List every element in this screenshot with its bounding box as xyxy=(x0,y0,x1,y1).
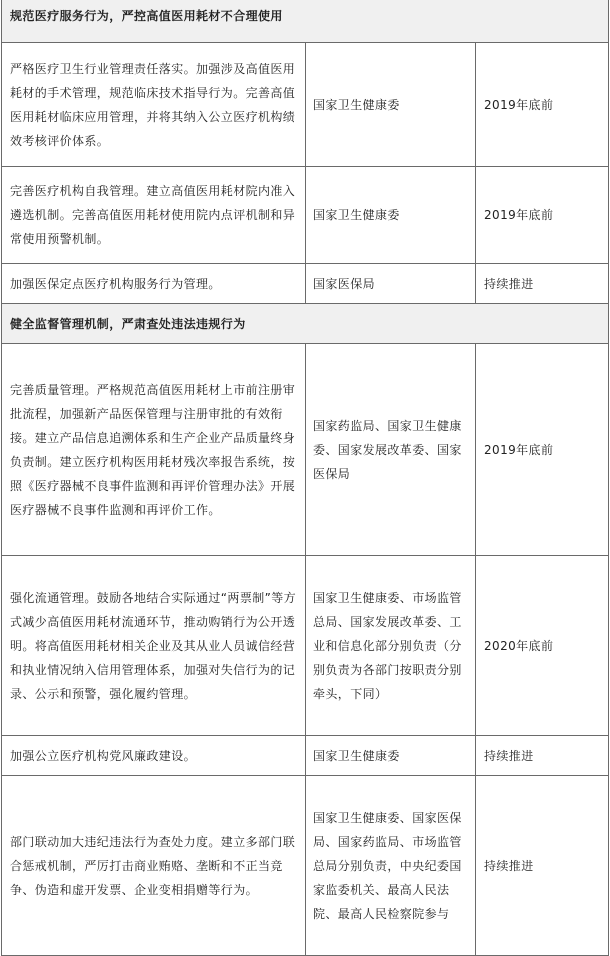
deadline-cell: 2020年底前 xyxy=(476,556,609,736)
department-cell: 国家药监局、国家卫生健康委、国家发展改革委、国家医保局 xyxy=(306,344,476,556)
measure-cell: 强化流通管理。鼓励各地结合实际通过“两票制”等方式减少高值医用耗材流通环节，推动购销行为公开透明。将高值医用耗材相关企业及其从业人员诚信经营和执业情况纳入信用管理体系，加强对失信行为的记录、公示和预警，强化履约管理。 xyxy=(2,556,306,736)
table-row xyxy=(2,776,609,956)
department-cell: 国家卫生健康委 xyxy=(306,736,476,776)
section-row xyxy=(2,0,609,43)
table-row xyxy=(2,556,609,736)
measure-cell: 完善质量管理。严格规范高值医用耗材上市前注册审批流程，加强新产品医保管理与注册审批的有效衔接。建立产品信息追溯体系和生产企业产品质量终身负责制。建立医疗机构医用耗材残次率报告系统，按照《医疗器械不良事件监测和再评价管理办法》开展医疗器械不良事件监测和再评价工作。 xyxy=(2,344,306,556)
table-row xyxy=(2,167,609,264)
measure-cell: 部门联动加大违纪违法行为查处力度。建立多部门联合惩戒机制，严厉打击商业贿赂、垄断和不正当竞争、伪造和虚开发票、企业变相捐赠等行为。 xyxy=(2,776,306,956)
table-row xyxy=(2,344,609,556)
section-title-text: 规范医疗服务行为，严控高值医用耗材不合理使用 xyxy=(10,9,283,23)
table-row xyxy=(2,43,609,167)
section-row xyxy=(2,304,609,344)
section-title xyxy=(2,0,609,43)
deadline-cell: 持续推进 xyxy=(476,776,609,956)
policy-table xyxy=(1,0,609,956)
measure-cell: 完善医疗机构自我管理。建立高值医用耗材院内准入遴选机制。完善高值医用耗材使用院内点评机制和异常使用预警机制。 xyxy=(2,167,306,264)
measure-cell: 加强医保定点医疗机构服务行为管理。 xyxy=(2,264,306,304)
section-title xyxy=(2,304,609,344)
deadline-cell: 持续推进 xyxy=(476,264,609,304)
deadline-cell: 2019年底前 xyxy=(476,344,609,556)
deadline-cell: 2019年底前 xyxy=(476,43,609,167)
department-cell: 国家卫生健康委 xyxy=(306,43,476,167)
department-cell: 国家卫生健康委、国家医保局、国家药监局、市场监管总局分别负责，中央纪委国家监委机关、最高人民法院、最高人民检察院参与 xyxy=(306,776,476,956)
table-row xyxy=(2,264,609,304)
department-cell: 国家医保局 xyxy=(306,264,476,304)
measure-cell: 严格医疗卫生行业管理责任落实。加强涉及高值医用耗材的手术管理，规范临床技术指导行为。完善高值医用耗材临床应用管理，并将其纳入公立医疗机构绩效考核评价体系。 xyxy=(2,43,306,167)
section-title-text: 健全监督管理机制，严肃查处违法违规行为 xyxy=(10,316,246,331)
department-cell: 国家卫生健康委、市场监管总局、国家发展改革委、工业和信息化部分别负责（分别负责为各部门按职责分别牵头，下同） xyxy=(306,556,476,736)
measure-cell: 加强公立医疗机构党风廉政建设。 xyxy=(2,736,306,776)
department-cell: 国家卫生健康委 xyxy=(306,167,476,264)
deadline-cell: 2019年底前 xyxy=(476,167,609,264)
deadline-cell: 持续推进 xyxy=(476,736,609,776)
table-row xyxy=(2,736,609,776)
